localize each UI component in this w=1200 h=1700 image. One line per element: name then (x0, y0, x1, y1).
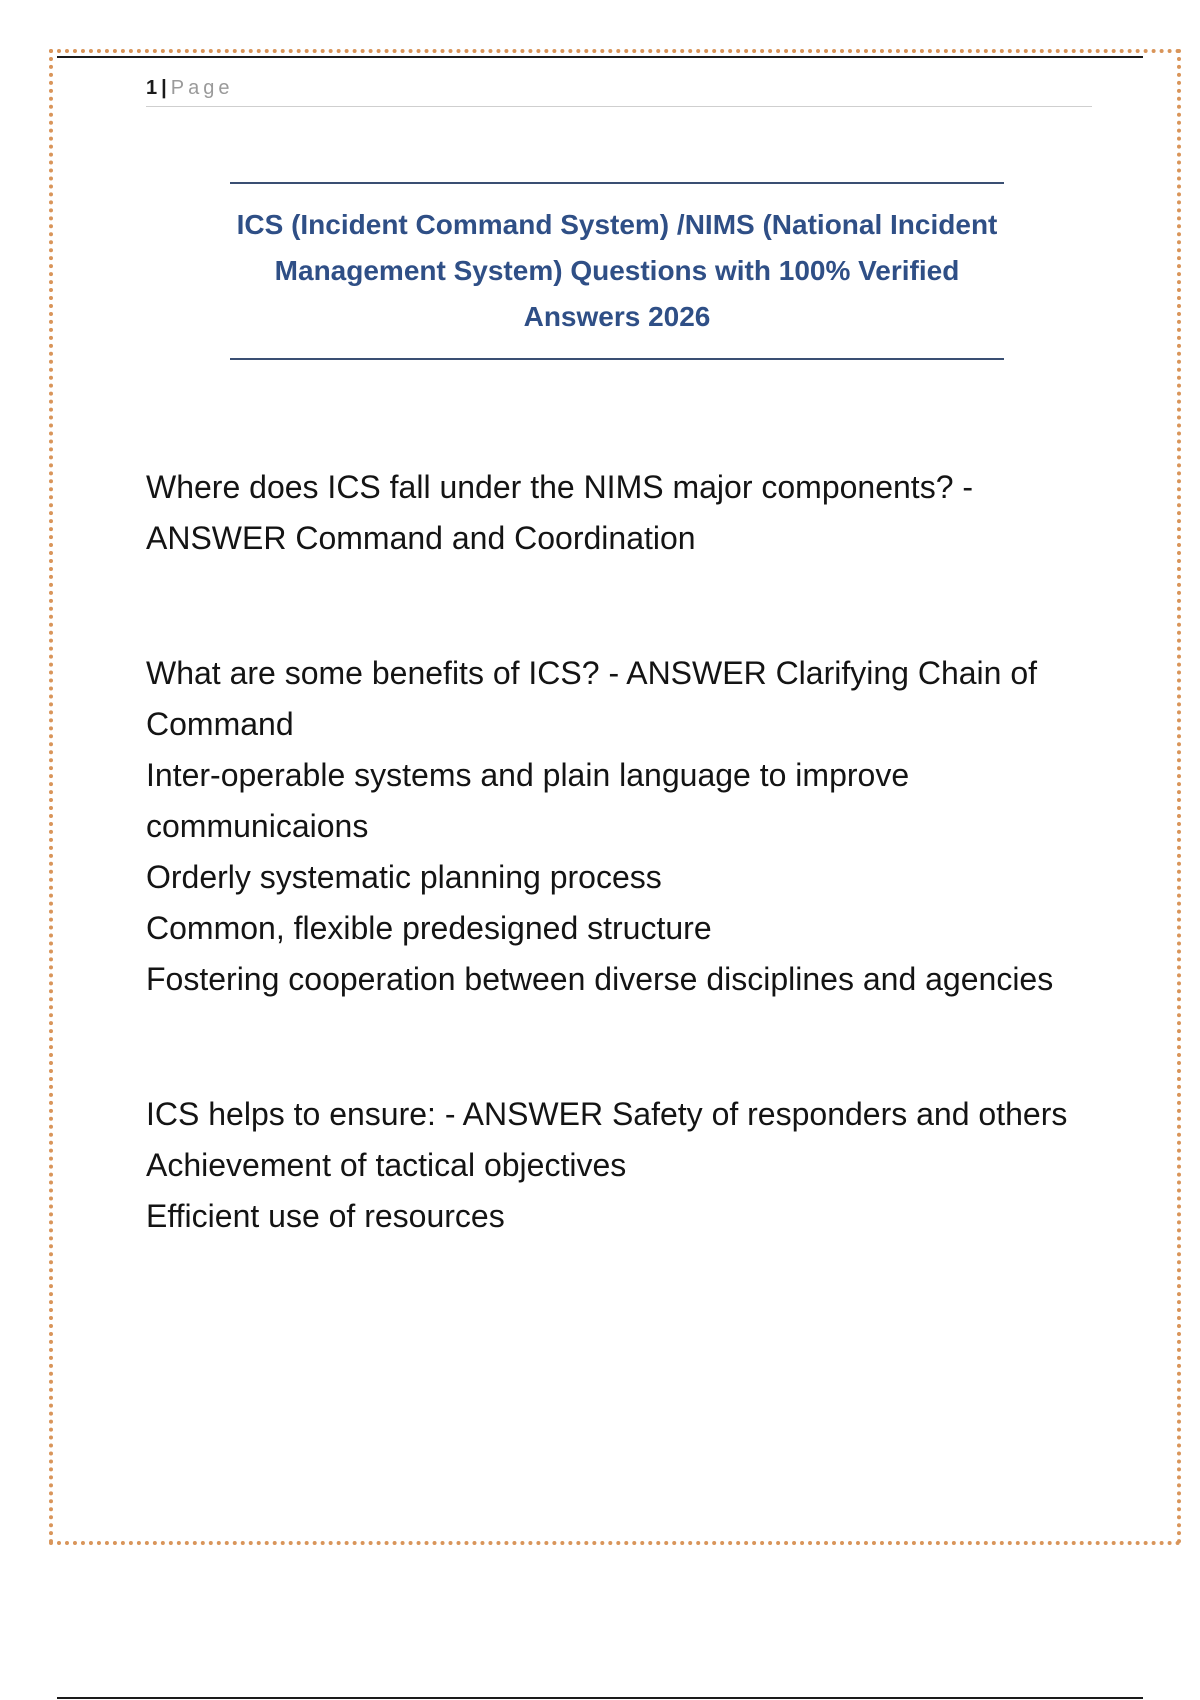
qa-answer-line: Inter-operable systems and plain language to improve communicaions (146, 757, 910, 844)
qa-answer-line: Common, flexible predesigned structure (146, 910, 712, 946)
bottom-rule (57, 1697, 1143, 1699)
page-label: Page (170, 77, 234, 99)
qa-answer-line: Orderly systematic planning process (146, 859, 662, 895)
document-title: ICS (Incident Command System) /NIMS (National Incident Management System) Questions with 100% Verified Answers 2026 (236, 209, 998, 332)
title-block (230, 182, 1004, 360)
qa-question: ICS helps to ensure: - ANSWER Safety of responders and others (146, 1096, 1068, 1132)
qa-answer-line: Achievement of tactical objectives (146, 1147, 627, 1183)
qa-item-3 (146, 1089, 1106, 1242)
header-separator: | (161, 77, 167, 99)
top-rule (57, 56, 1143, 58)
qa-answer-line: Fostering cooperation between diverse disciplines and agencies (146, 961, 1054, 997)
document-content (146, 462, 1106, 1326)
qa-question: Where does ICS fall under the NIMS major components? - ANSWER Command and Coordination (146, 469, 974, 556)
qa-item-1 (146, 462, 1106, 564)
qa-item-2 (146, 648, 1106, 1005)
qa-answer-line: Efficient use of resources (146, 1198, 505, 1234)
qa-question: What are some benefits of ICS? - ANSWER Clarifying Chain of Command (146, 655, 1038, 742)
page-number: 1 (146, 77, 158, 99)
page-header (146, 74, 1092, 107)
